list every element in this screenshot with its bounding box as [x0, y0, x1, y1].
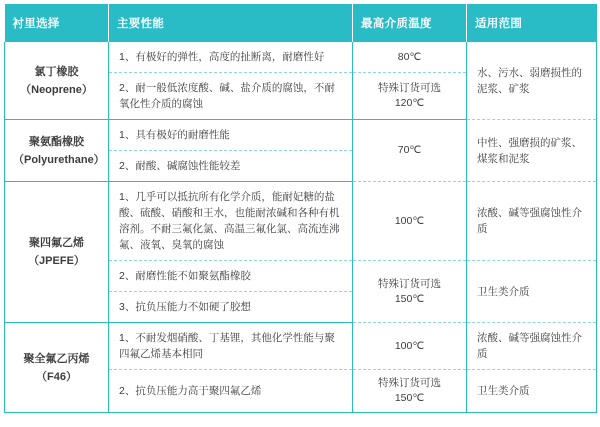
temperature-cell: [353, 182, 467, 261]
performance-cell: 1、具有极好的耐磨性能: [109, 120, 353, 151]
scope-cell: [467, 182, 597, 261]
material-name-en: （F46）: [36, 370, 77, 383]
scope-cell: [467, 261, 597, 323]
temperature-value: 70℃: [397, 144, 422, 156]
table-body: [5, 42, 597, 413]
performance-cell: 2、抗负压能力高于聚四氟乙烯: [109, 370, 353, 413]
scope-line: 质: [477, 223, 488, 235]
scope-line: 中性、强磨损的矿浆、: [477, 136, 582, 149]
scope-line: 泥浆、矿浆: [477, 82, 530, 95]
material-name: 聚全氟乙丙烯: [23, 352, 90, 365]
performance-cell: 1、有极好的弹性，高度的扯断离，耐磨性好: [109, 42, 353, 73]
temperature-cell: [353, 323, 467, 370]
material-cell-f46: [5, 323, 109, 413]
lining-selection-table: [4, 4, 597, 413]
temperature-value: 80℃: [397, 50, 422, 63]
temperature-value: 120℃: [394, 97, 425, 109]
material-cell-neoprene: [5, 42, 109, 120]
material-name-en: （Polyurethane）: [13, 153, 105, 166]
performance-cell: 3、抗负压能力不如硬了胶想: [109, 292, 353, 323]
temperature-value: 100℃: [394, 339, 425, 352]
performance-cell: 1、几乎可以抵抗所有化学介质，能耐妃糖的盐酸、硫酸、硝酸和王水，也能耐浓碱和各种有机溶剂。不耐三氟化氯、高温三氟化氯、高流连沸氟、液氧、臭氧的腐蚀: [109, 182, 353, 261]
material-name: 氯丁橡胶: [34, 65, 79, 78]
temperature-note: 特殊订货可选: [378, 277, 441, 290]
scope-line: 水、污水、弱磨损性的: [477, 66, 582, 79]
performance-cell: 2、耐酸、碱腐蚀性能较差: [109, 151, 353, 182]
temperature-value: 150℃: [394, 292, 425, 305]
table-row: [5, 182, 597, 261]
material-name-en: （Neoprene）: [20, 83, 93, 96]
scope-line: 卫生类介质: [477, 385, 530, 397]
scope-cell: [467, 42, 597, 120]
column-header-lining: 衬里选择: [5, 4, 109, 42]
material-name: 聚四氟乙烯: [29, 237, 84, 249]
scope-line: 浓酸、碱等强腐蚀性介: [477, 332, 582, 344]
temperature-note: 特殊订货可选: [378, 377, 441, 389]
performance-cell: 2、耐磨性能不如聚氨酯橡胶: [109, 261, 353, 292]
temperature-cell: [353, 42, 467, 73]
material-name-en: （JPEFE）: [28, 255, 85, 267]
material-cell-polyurethane: [5, 120, 109, 182]
performance-cell: 2、耐一般低浓度酸、碱、盐介质的腐蚀，不耐氧化性介质的腐蚀: [109, 73, 353, 120]
temperature-value: 150℃: [394, 392, 425, 404]
scope-line: 卫生类介质: [477, 285, 530, 298]
temperature-note: 特殊订货可选: [378, 82, 441, 94]
temperature-cell: [353, 73, 467, 120]
table-header-row: [5, 4, 597, 42]
temperature-value: 100℃: [394, 214, 425, 227]
scope-cell: [467, 370, 597, 413]
material-name: 聚氨酯橡胶: [29, 135, 84, 148]
scope-cell: [467, 120, 597, 182]
table-row: [5, 323, 597, 370]
scope-cell: [467, 323, 597, 370]
table-header: [5, 4, 597, 42]
temperature-cell: [353, 120, 467, 182]
scope-line: 质: [477, 348, 488, 360]
performance-cell: 1、不耐发烟硝酸、丁基锂，其他化学性能与聚四氟乙烯基本相同: [109, 323, 353, 370]
column-header-performance: 主要性能: [109, 4, 353, 42]
temperature-cell: [353, 370, 467, 413]
material-cell-ptfe: [5, 182, 109, 323]
temperature-cell: [353, 261, 467, 323]
column-header-application-scope: 适用范围: [467, 4, 597, 42]
table-row: [5, 120, 597, 151]
scope-line: 煤浆和泥浆: [477, 152, 530, 165]
column-header-max-temperature: 最高介质温度: [353, 4, 467, 42]
scope-line: 浓酸、碱等强腐蚀性介: [477, 207, 582, 219]
table-row: [5, 42, 597, 73]
